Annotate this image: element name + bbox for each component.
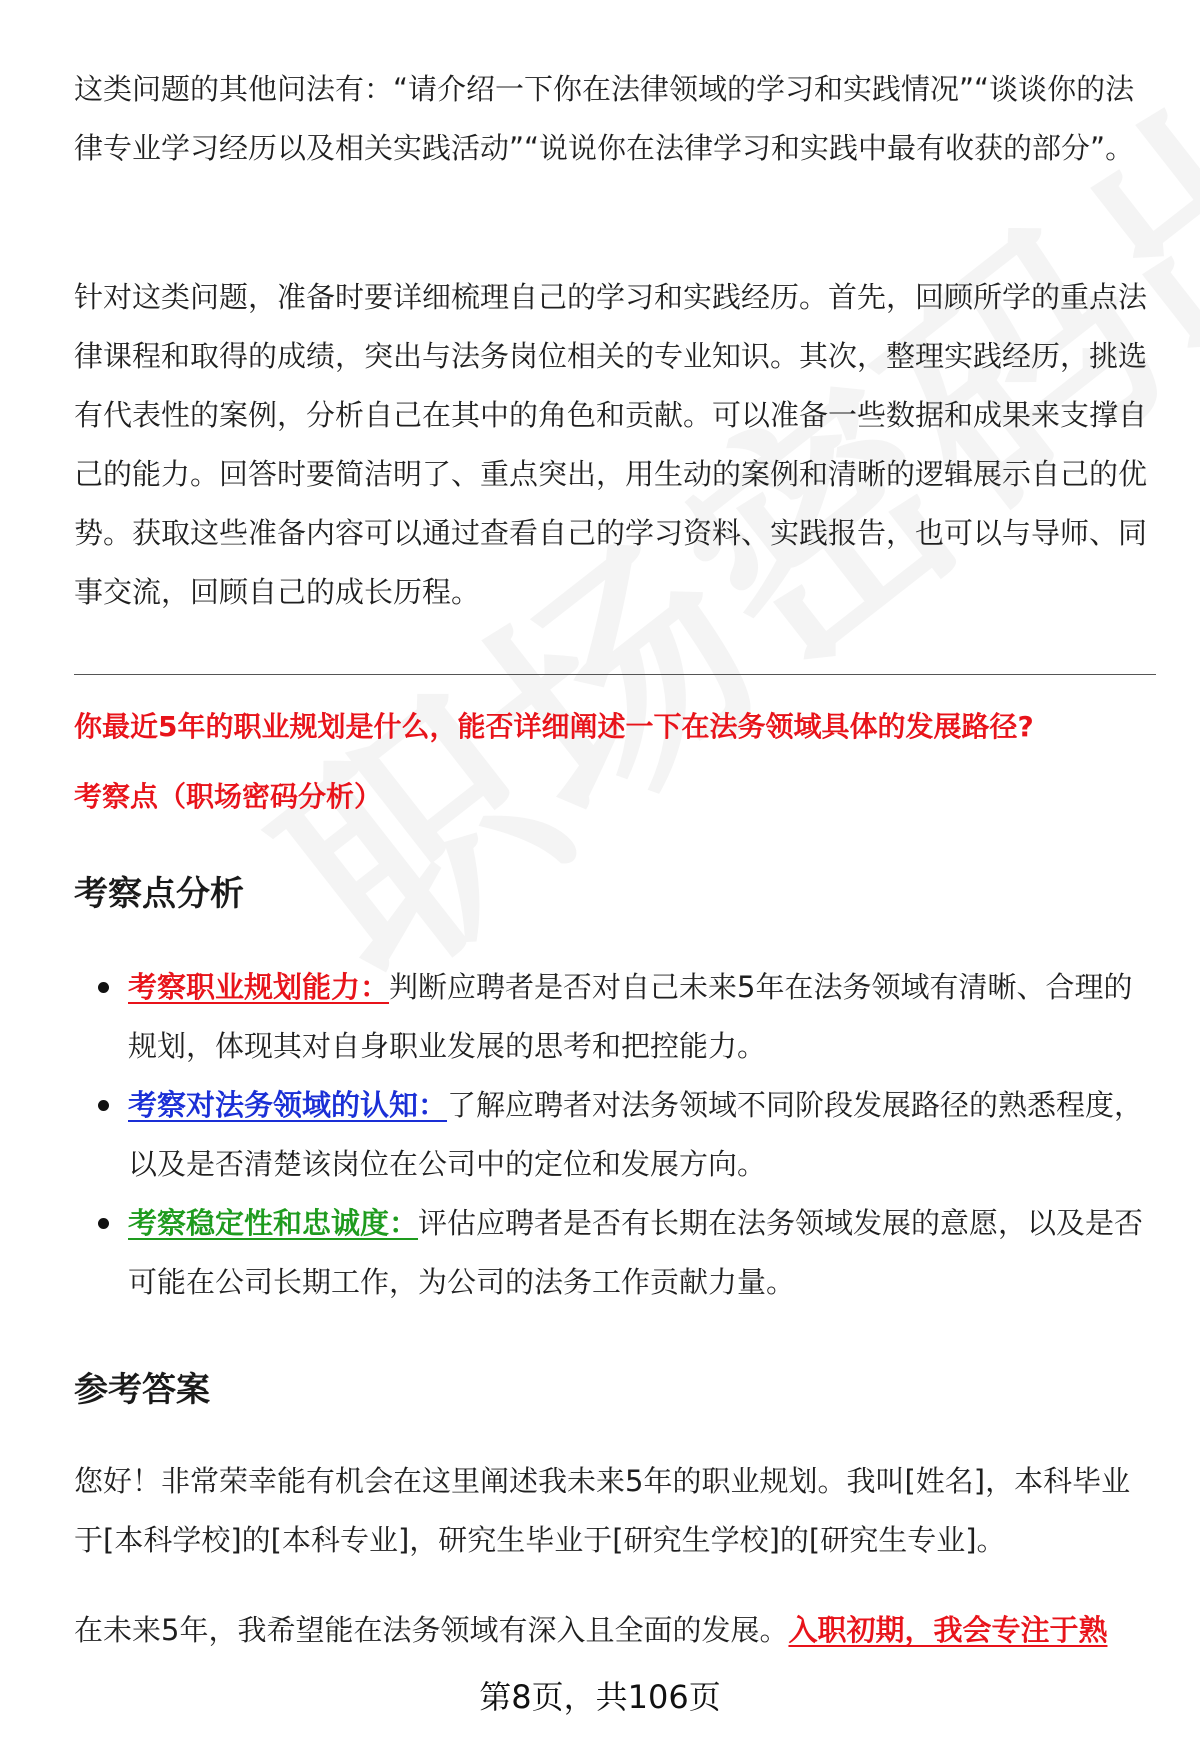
analysis-item (74, 1194, 1154, 1312)
analysis-item (74, 958, 1154, 1076)
question-title: 你最近5年的职业规划是什么，能否详细阐述一下在法务领域具体的发展路径? (74, 710, 1034, 743)
analysis-item-key: 考察职业规划能力： (128, 970, 390, 1004)
analysis-item-text: 了解应聘者对法务领域不同阶段发展路径的熟悉程度，以及是否清楚该岗位在公司中的定位和发展方向。 (128, 1088, 1144, 1181)
bullet-dot-icon (98, 982, 109, 993)
question-tag: 考察点（职场密码分析） (74, 780, 383, 813)
intro-paragraph-2: 针对这类问题，准备时要详细梳理自己的学习和实践经历。首先，回顾所学的重点法律课程和取得的成绩，突出与法务岗位相关的专业知识。其次，整理实践经历，挑选有代表性的案例，分析自己在其中的角色和贡献。可以准备一些数据和成果来支撑自己的能力。回答时要简洁明了、重点突出，用生动的案例和清晰的逻辑展示自己的优势。获取这些准备内容可以通过查看自己的学习资料、实践报告，也可以与导师、同事交流，回顾自己的成长历程。 (74, 280, 1148, 609)
answer-paragraph-2-text: 在未来5年，我希望能在法务领域有深入且全面的发展。 (74, 1613, 789, 1647)
bullet-dot-icon (98, 1218, 109, 1229)
analysis-list (74, 958, 1154, 1312)
analysis-item (74, 1076, 1154, 1194)
analysis-heading: 考察点分析 (74, 874, 244, 914)
analysis-item-text: 判断应聘者是否对自己未来5年在法务领域有清晰、合理的规划，体现其对自身职业发展的思考和把控能力。 (128, 970, 1133, 1063)
analysis-item-text: 评估应聘者是否有长期在法务领域发展的意愿，以及是否可能在公司长期工作，为公司的法务工作贡献力量。 (128, 1206, 1144, 1299)
analysis-item-key: 考察稳定性和忠诚度： (128, 1206, 419, 1240)
bullet-dot-icon (98, 1100, 109, 1111)
answer-emphasis: 入职初期，我会专注于熟 (788, 1613, 1108, 1647)
analysis-item-key: 考察对法务领域的认知： (128, 1088, 448, 1122)
answer-paragraph-2 (74, 1601, 1154, 1660)
section-divider (74, 674, 1156, 675)
page-footer: 第8页，共106页 (479, 1678, 721, 1716)
answer-heading: 参考答案 (74, 1370, 210, 1410)
intro-paragraph-1: 这类问题的其他问法有：“请介绍一下你在法律领域的学习和实践情况”“谈谈你的法律专业学习经历以及相关实践活动”“说说你在法律学习和实践中最有收获的部分”。 (74, 72, 1135, 165)
answer-paragraph-1: 您好！非常荣幸能有机会在这里阐述我未来5年的职业规划。我叫[姓名]，本科毕业于[本科学校]的[本科专业]，研究生毕业于[研究生学校]的[研究生专业]。 (74, 1464, 1131, 1557)
